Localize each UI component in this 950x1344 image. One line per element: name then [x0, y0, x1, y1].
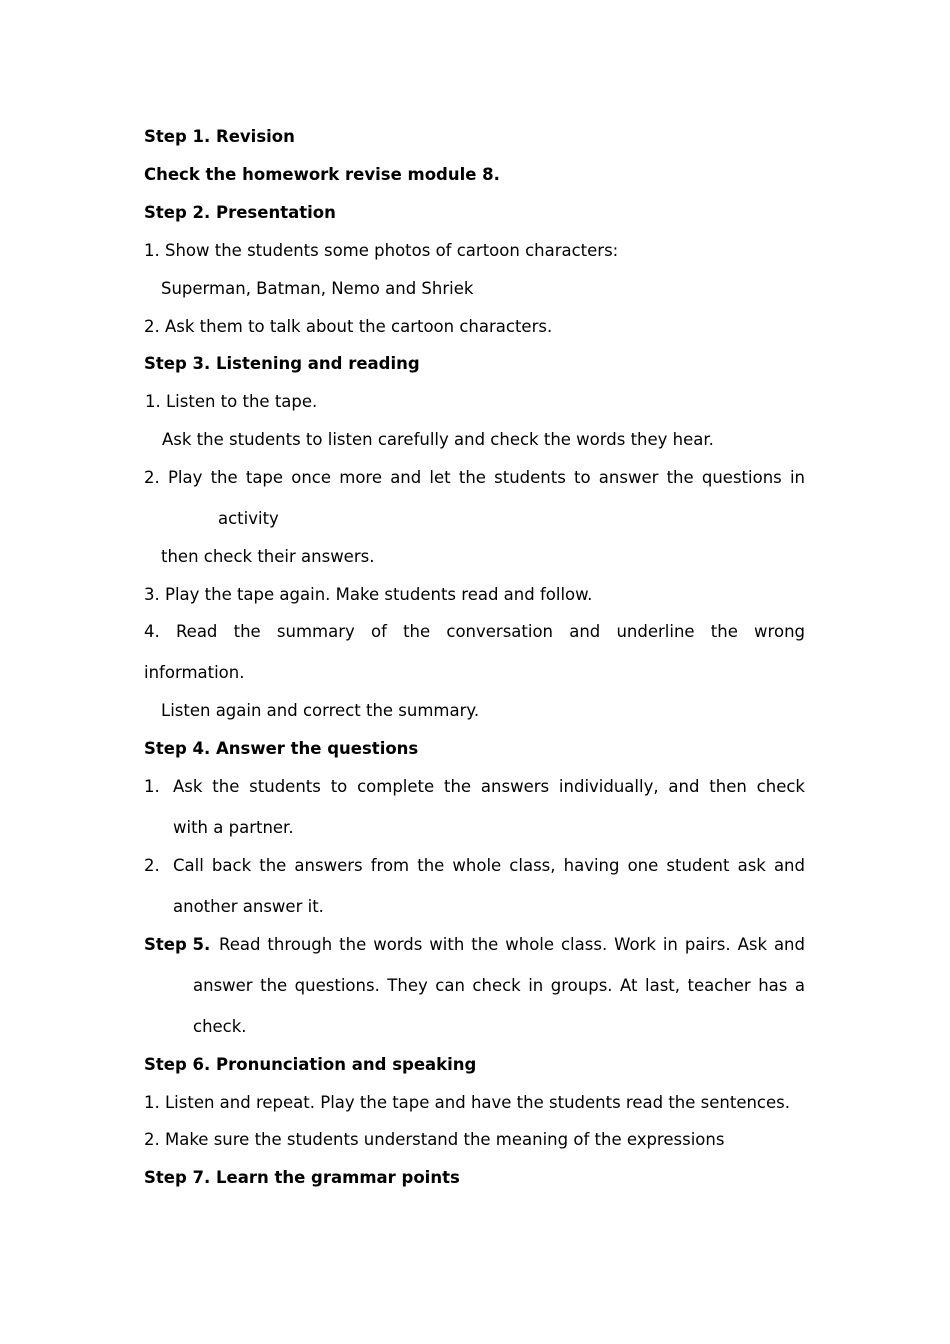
- step3-item-4-continuation-1: information.: [144, 663, 245, 682]
- step2-item-1: 1. Show the students some photos of cartoon characters:: [144, 241, 619, 260]
- step4-item-2-number: 2.: [144, 856, 160, 875]
- step6-item-1: 1. Listen and repeat. Play the tape and have the students read the sentences.: [144, 1093, 790, 1112]
- step4-item-1: Ask the students to complete the answers individually, and then check: [173, 777, 805, 796]
- step6-heading: Step 6. Pronunciation and speaking: [144, 1055, 477, 1074]
- step5-text: Read through the words with the whole class. Work in pairs. Ask and: [219, 935, 805, 954]
- step4-item-2: Call back the answers from the whole class, having one student ask and: [173, 856, 805, 875]
- step4-item-2-continuation: another answer it.: [173, 897, 324, 916]
- step3-heading: Step 3. Listening and reading: [144, 354, 420, 373]
- step3-item-4-continuation-2: Listen again and correct the summary.: [161, 701, 480, 720]
- step2-item-1-continuation: Superman, Batman, Nemo and Shriek: [161, 279, 474, 298]
- step6-item-2: 2. Make sure the students understand the meaning of the expressions: [144, 1130, 725, 1149]
- step4-item-1-number: 1.: [144, 777, 160, 796]
- step2-item-2: 2. Ask them to talk about the cartoon characters.: [144, 317, 553, 336]
- step5-continuation-1: answer the questions. They can check in groups. At last, teacher has a: [193, 976, 805, 995]
- step1-heading: Step 1. Revision: [144, 127, 295, 146]
- step3-item-2-continuation-2: then check their answers.: [161, 547, 375, 566]
- step3-item-2: 2. Play the tape once more and let the students to answer the questions in: [144, 468, 805, 487]
- step2-heading: Step 2. Presentation: [144, 203, 336, 222]
- step3-item-4: 4. Read the summary of the conversation and underline the wrong: [144, 622, 805, 641]
- step5-label: Step 5.: [144, 935, 211, 954]
- step5-continuation-2: check.: [193, 1017, 247, 1036]
- step4-heading: Step 4. Answer the questions: [144, 739, 419, 758]
- step3-item-3: 3. Play the tape again. Make students read and follow.: [144, 585, 593, 604]
- step3-item-1: 1. Listen to the tape.: [145, 392, 318, 411]
- step4-item-1-continuation: with a partner.: [173, 818, 294, 837]
- step7-heading: Step 7. Learn the grammar points: [144, 1168, 460, 1187]
- step1-text: Check the homework revise module 8.: [144, 165, 500, 184]
- step3-item-1-continuation: Ask the students to listen carefully and check the words they hear.: [162, 430, 714, 449]
- step3-item-2-continuation-1: activity: [218, 509, 279, 528]
